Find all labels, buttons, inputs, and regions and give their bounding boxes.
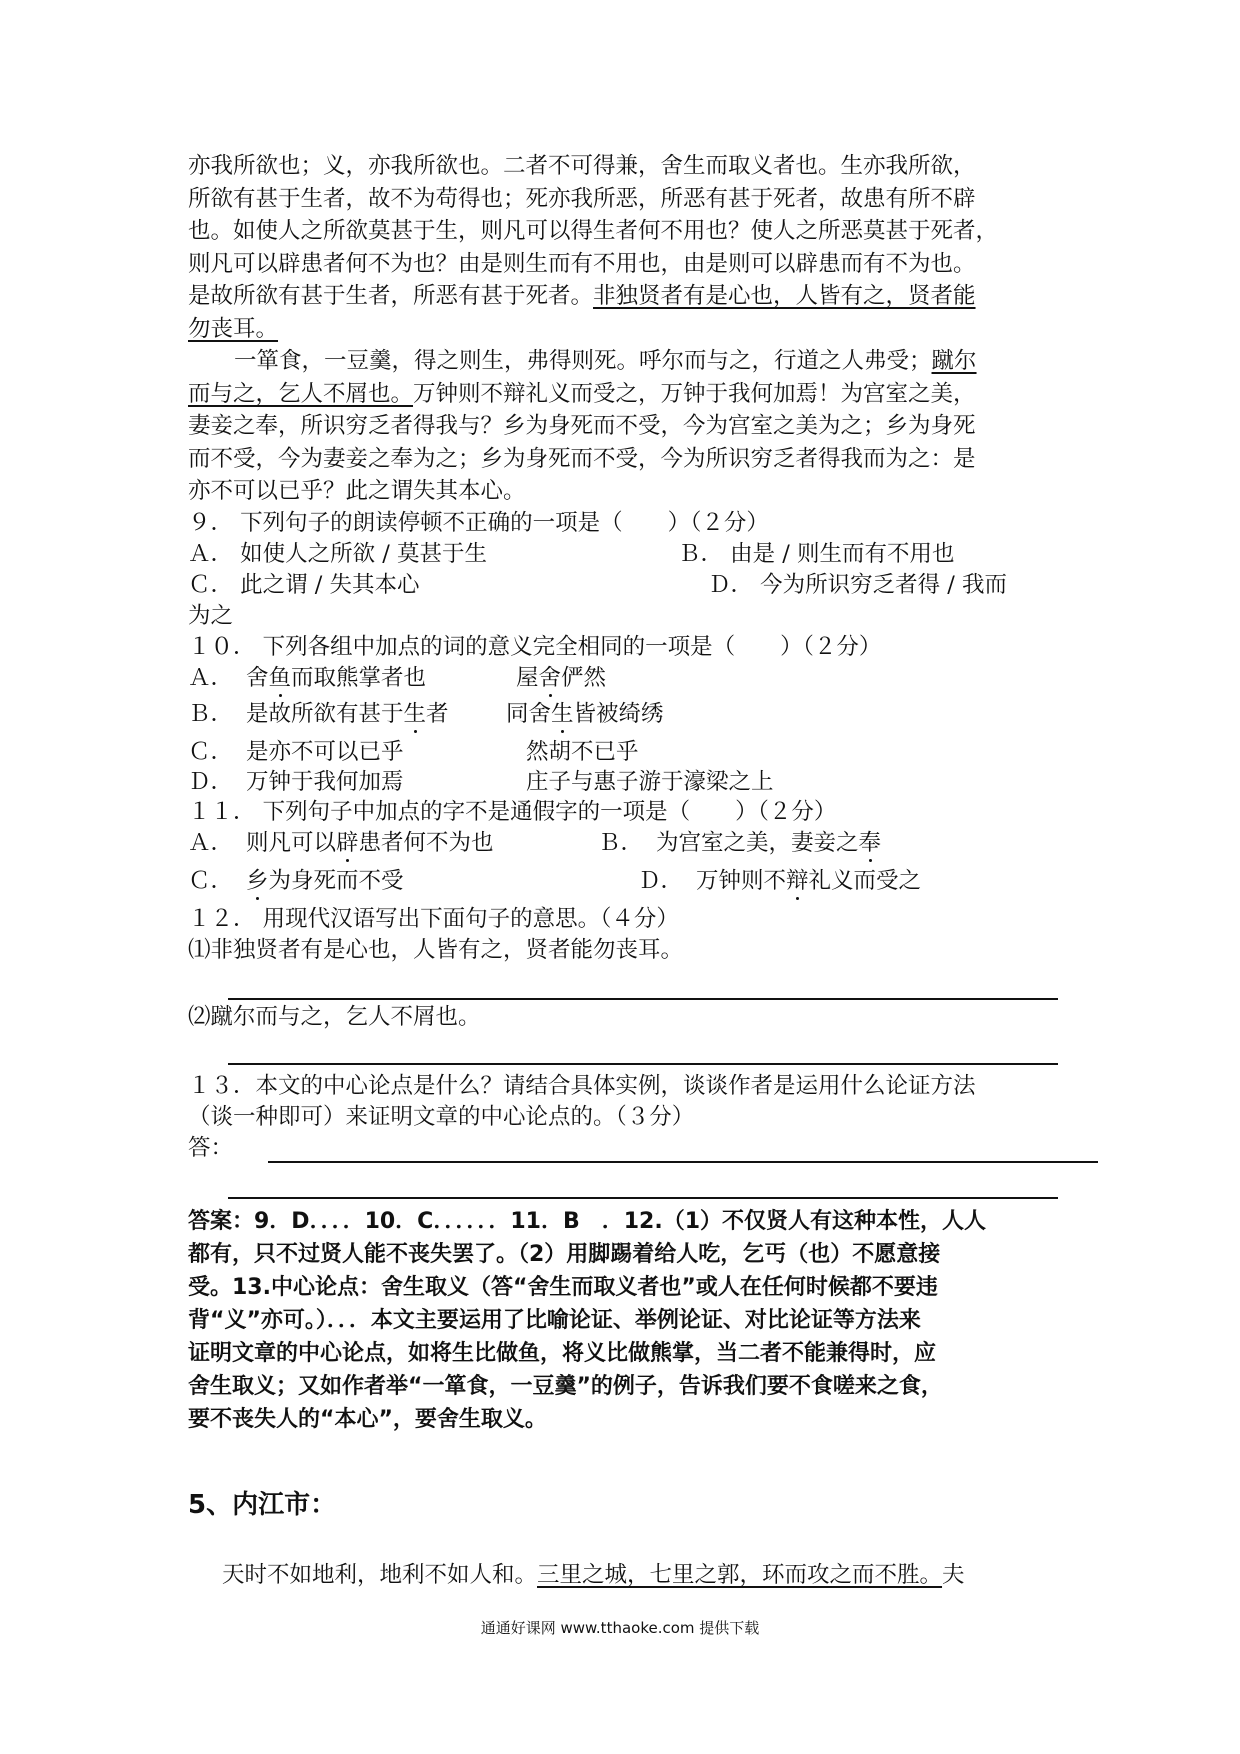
option-d: Ｄ． 今为所识穷乏者得 / 我而 bbox=[708, 571, 1008, 598]
option-d-text2: 庄子与惠子游于濠梁之上 bbox=[526, 768, 774, 795]
passage-line: 所欲有甚于生者，故不为苟得也；死亦我所恶，所恶有甚于死者，故患有所不辟 bbox=[188, 185, 976, 212]
answer-line bbox=[228, 1063, 1058, 1065]
option-a-text1 bbox=[246, 663, 426, 694]
passage-line bbox=[188, 345, 1058, 378]
option-b: Ｂ． 由是 / 则生而有不用也 bbox=[678, 540, 955, 567]
question-stem: １０． 下列各组中加点的词的意义完全相同的一项是（ ）（２分） bbox=[188, 633, 882, 660]
passage-line: 则凡可以辟患者何不为也？由是则生而有不用也，由是则可以辟患而有不为也。 bbox=[188, 250, 976, 277]
option-c-text bbox=[246, 866, 404, 897]
option-a: Ａ． 如使人之所欲 / 莫甚于生 bbox=[188, 540, 488, 567]
option-row bbox=[188, 828, 1058, 866]
passage-text: 万钟则不辩礼义而受之，万钟于我何加焉！为宫室之美， bbox=[413, 380, 976, 407]
dotted-char: 辟 bbox=[336, 829, 359, 856]
underlined-sentence: 而与之，乞人不屑也。 bbox=[188, 380, 414, 407]
answer-line bbox=[228, 1197, 1058, 1199]
answer-field[interactable] bbox=[188, 1133, 1058, 1167]
text: 屋 bbox=[516, 664, 539, 691]
option-row bbox=[188, 539, 1058, 570]
dotted-char: 生 bbox=[551, 700, 574, 727]
passage-text: 天时不如地利，地利不如人和。 bbox=[222, 1561, 538, 1588]
underlined-sentence: 非独贤者有是心也，人皆有之，贤者能 bbox=[593, 283, 976, 309]
answer-line-text: 要不丧失人的“本心”，要舍生取义。 bbox=[188, 1406, 547, 1432]
question-stem: ９． 下列句子的朗读停顿不正确的一项是（ ）（２分） bbox=[188, 509, 769, 536]
option-a-text bbox=[246, 828, 494, 859]
option-c-text1: 是亦不可以已乎 bbox=[246, 738, 404, 765]
passage-text: 是故所欲有甚于生者，所恶有甚于死者。 bbox=[188, 283, 594, 309]
option-a-text2 bbox=[516, 663, 606, 694]
option-d-text1: 万钟于我何加焉 bbox=[246, 768, 404, 795]
answer-line-text: 受。13.中心论点：舍生取义（答“舍生而取义者也”或人在任何时候都不要违 bbox=[188, 1274, 938, 1300]
question-12 bbox=[188, 904, 1058, 1065]
question-10 bbox=[188, 632, 1058, 797]
passage-line bbox=[188, 378, 1058, 411]
document-page bbox=[188, 150, 1058, 1591]
answer-line-text: 背“义”亦可。）．．．本文主要运用了比喻论证、举例论证、对比论证等方法来 bbox=[188, 1307, 921, 1333]
option-b-text1 bbox=[246, 699, 449, 730]
answer-line-text: 都有，只不过贤人能不丧失罢了。（2）用脚踢着给人吃，乞丐（也）不愿意接 bbox=[188, 1241, 941, 1267]
text: 则凡可以 bbox=[246, 829, 337, 856]
text: 皆被绮绣 bbox=[573, 700, 664, 727]
underlined-sentence: 勿丧耳。 bbox=[188, 315, 279, 342]
answer-line-text: 答案：9．D．．．．10．C．．．．．．11．B ．12.（1）不仅贤人有这种本性，人人 bbox=[188, 1208, 986, 1234]
text: 而取熊掌者也 bbox=[291, 664, 427, 691]
option-row bbox=[188, 866, 1058, 904]
passage-line: 亦我所欲也；义，亦我所欲也。二者不可得兼，舍生而取义者也。生亦我所欲， bbox=[188, 153, 976, 179]
option-row bbox=[188, 663, 1058, 699]
option-c-text2: 然胡不已乎 bbox=[526, 738, 639, 765]
dotted-char: 生 bbox=[403, 700, 427, 727]
option-c: Ｃ． 此之谓 / 失其本心 bbox=[188, 571, 420, 598]
underlined-sentence: 三里之城，七里之郭，环而攻之而不胜。 bbox=[537, 1561, 943, 1588]
option-label: Ｂ． bbox=[598, 829, 644, 856]
passage-text: 一箪食，一豆羹，得之则生，弗得则死。呼尔而与之，行道之人弗受； bbox=[234, 348, 932, 374]
passage-line: 亦不可以已乎？此之谓失其本心。 bbox=[188, 478, 526, 504]
blank-space bbox=[188, 1033, 1058, 1063]
answer-label: 答： bbox=[188, 1134, 234, 1161]
answer-line bbox=[228, 998, 1058, 1000]
section-passage-line bbox=[188, 1559, 1058, 1592]
text: 者 bbox=[426, 700, 449, 727]
dotted-char: 乡 bbox=[246, 867, 269, 894]
text: 是故所欲有甚于 bbox=[246, 700, 404, 727]
option-d-text bbox=[696, 866, 921, 897]
text: 礼义而受之 bbox=[808, 867, 922, 894]
text: 为身死而不受 bbox=[268, 867, 404, 894]
option-row bbox=[188, 570, 1058, 601]
dotted-char: 奉 bbox=[858, 829, 882, 856]
blank-space bbox=[188, 966, 1058, 998]
page-footer: 通通好课网 www.tthaoke.com 提供下载 bbox=[480, 1619, 760, 1637]
question-stem: （谈一种即可）来证明文章的中心论点的。（３分） bbox=[188, 1103, 695, 1130]
passage-line: 而不受，今为妻妾之奉为之；乡为身死而不受，今为所识穷乏者得我而为之：是 bbox=[188, 445, 976, 472]
answer-line-text: 舍生取义；又如作者举“一箪食，一豆羹”的例子，告诉我们要不食嗟来之食， bbox=[188, 1373, 943, 1399]
dotted-char: 鱼 bbox=[268, 664, 292, 691]
option-label: Ｄ． bbox=[638, 867, 684, 894]
question-stem: １２． 用现代汉语写出下面句子的意思。（４分） bbox=[188, 905, 679, 932]
question-9 bbox=[188, 508, 1058, 632]
option-label: Ｄ． bbox=[188, 768, 234, 795]
text: 万钟则不 bbox=[696, 867, 787, 894]
text: 同舍 bbox=[506, 700, 552, 727]
question-stem: １３．本文的中心论点是什么？请结合具体实例，谈谈作者是运用什么论证方法 bbox=[188, 1072, 976, 1099]
question-13 bbox=[188, 1071, 1058, 1199]
text: 为宫室之美，妻妾之 bbox=[656, 829, 859, 856]
sentence-2: ⑵蹴尔而与之，乞人不屑也。 bbox=[188, 1003, 481, 1030]
sentence-1: ⑴非独贤者有是心也，人皆有之，贤者能勿丧耳。 bbox=[188, 936, 684, 963]
option-b-text bbox=[656, 828, 881, 859]
passage-line bbox=[188, 280, 1058, 313]
option-row bbox=[188, 767, 1058, 797]
question-stem: １１． 下列句子中加点的字不是通假字的一项是（ ）（２分） bbox=[188, 798, 837, 825]
passage-line: 妻妾之奉，所识穷乏者得我与？乡为身死而不受，今为宫室之美为之；乡为身死 bbox=[188, 413, 976, 439]
option-label: Ａ． bbox=[188, 664, 234, 691]
blank-space bbox=[188, 1167, 1058, 1197]
dotted-char: 舍 bbox=[538, 664, 562, 691]
option-label: Ｃ． bbox=[188, 738, 234, 765]
option-label: Ｃ． bbox=[188, 867, 234, 894]
option-row bbox=[188, 737, 1058, 767]
answer-line bbox=[268, 1161, 1098, 1163]
option-b-text2 bbox=[506, 699, 664, 730]
text: 舍 bbox=[246, 664, 269, 691]
option-row bbox=[188, 699, 1058, 737]
text: 患者何不为也 bbox=[358, 829, 494, 856]
text: 俨然 bbox=[561, 664, 607, 691]
passage bbox=[188, 150, 1058, 508]
answer-key bbox=[188, 1205, 1058, 1436]
section-heading: 5、内江市： bbox=[188, 1489, 337, 1520]
answer-line-text: 证明文章的中心论点，如将生比做鱼，将义比做熊掌，当二者不能兼得时，应 bbox=[188, 1340, 937, 1366]
passage-text: 夫 bbox=[942, 1561, 965, 1588]
passage-line bbox=[188, 313, 1058, 346]
dotted-char: 辩 bbox=[786, 867, 809, 894]
option-label: Ｂ． bbox=[188, 700, 234, 727]
question-11 bbox=[188, 797, 1058, 904]
underlined-sentence: 蹴尔 bbox=[931, 348, 977, 374]
passage-line: 也。如使人之所欲莫甚于生，则凡可以得生者何不用也？使人之所恶莫甚于死者， bbox=[188, 218, 999, 244]
option-d-continued: 为之 bbox=[188, 602, 234, 629]
option-label: Ａ． bbox=[188, 829, 234, 856]
